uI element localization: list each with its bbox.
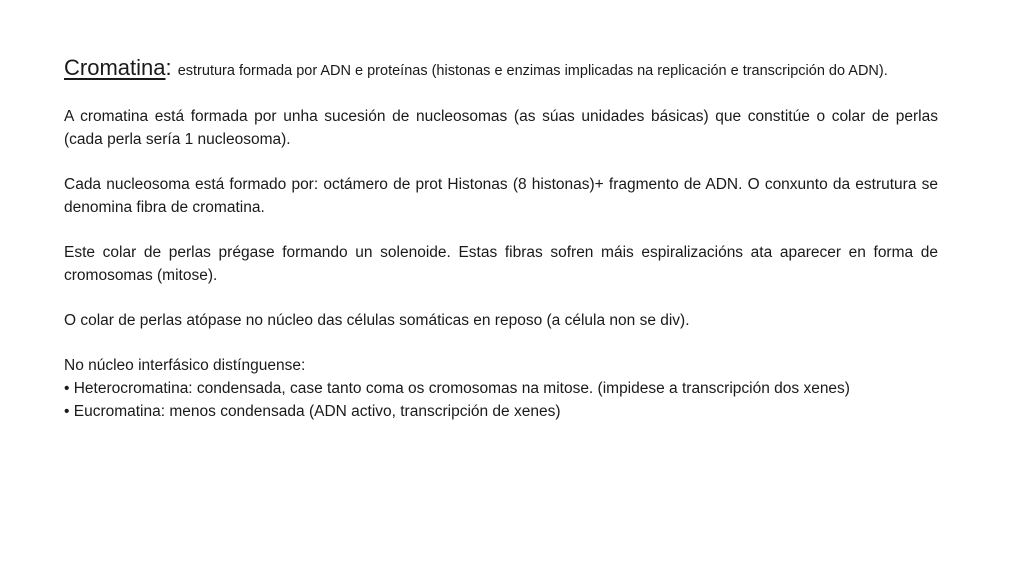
paragraph-location: O colar de perlas atópase no núcleo das células somáticas en reposo (a célula non se div).	[64, 312, 690, 329]
definition-text: estrutura formada por ADN e proteínas (histonas e enzimas implicadas na replicación e transcripción do ADN).	[177, 63, 888, 79]
bullet-heterochromatin: • Heterocromatina: condensada, case tanto coma os cromosomas na mitose. (impidese a transcripción dos xenes)	[64, 380, 850, 397]
paragraph-nucleosome-composition: Cada nucleosoma está formado por: octámero de prot Histonas (8 histonas)+ fragmento de ADN. O conxunto da estrutura se denomina fibra de cromatina.	[64, 176, 938, 216]
definition-term: Cromatina	[64, 55, 166, 80]
slide-content	[64, 56, 938, 423]
paragraph-solenoid: Este colar de perlas prégase formando un solenoide. Estas fibras sofren máis espiralizacións ata aparecer en forma de cromosomas (mitose).	[64, 244, 938, 284]
bullet-euchromatin: • Eucromatina: menos condensada (ADN activo, transcripción de xenes)	[64, 403, 561, 420]
paragraph-nucleosome-chain: A cromatina está formada por unha sucesión de nucleosomas (as súas unidades básicas) que constitúe o colar de perlas (cada perla sería 1 nucleosoma).	[64, 108, 938, 148]
definition-separator: :	[165, 55, 178, 80]
definition-paragraph	[64, 56, 938, 83]
paragraph-interphase-intro: No núcleo interfásico distínguense:	[64, 357, 306, 374]
